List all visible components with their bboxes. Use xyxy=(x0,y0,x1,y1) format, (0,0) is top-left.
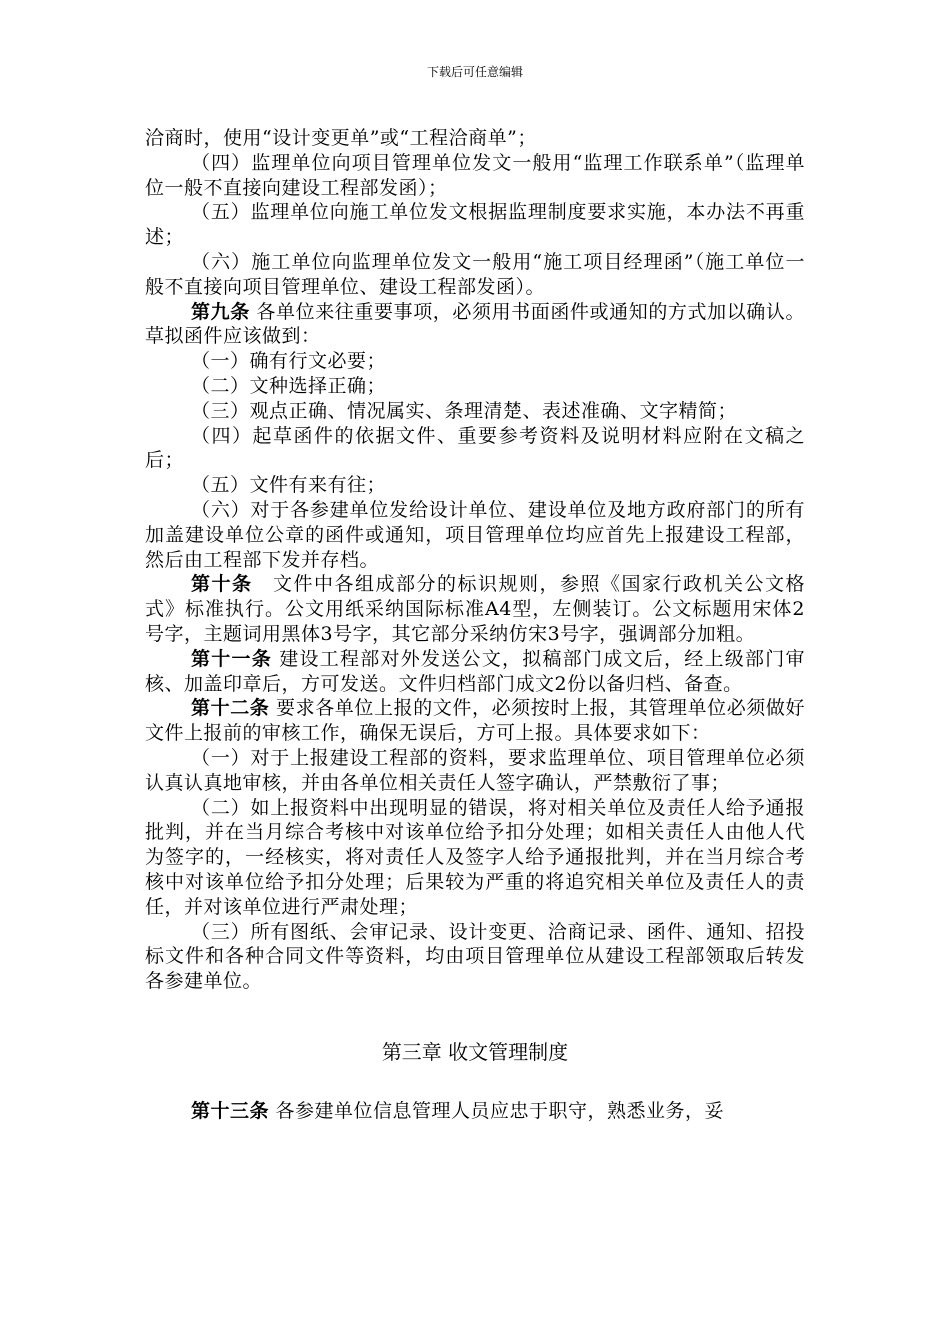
paragraph xyxy=(145,424,805,474)
article-label: 第十条 xyxy=(191,573,253,596)
paragraph-text: （六）施工单位向监理单位发文一般用“施工项目经理函”（施工单位一般不直接向项目管理单位、建设工程部发函）。 xyxy=(145,250,805,298)
paragraph xyxy=(145,374,805,399)
article-label: 第九条 xyxy=(191,300,250,323)
paragraph xyxy=(145,250,805,300)
page-header: 下载后可任意编辑 xyxy=(426,65,523,79)
paragraph-text: 文件中各组成部分的标识规则，参照《国家行政机关公文格式》标准执行。公文用纸采纳国际标准A4型，左侧装订。公文标题用宋体2号字，主题词用黑体3号字，其它部分采纳仿宋3号字，强调部分加粗。 xyxy=(145,573,805,645)
chapter-title: 第三章 收文管理制度 xyxy=(381,1039,569,1064)
paragraph-text: （一）对于上报建设工程部的资料，要求监理单位、项目管理单位必须认真认真地审核，并由各单位相关责任人签字确认，严禁敷衍了事； xyxy=(145,746,805,794)
document-body xyxy=(145,126,805,1124)
chapter-heading xyxy=(145,1039,805,1065)
paragraph-text: 各参建单位信息管理人员应忠于职守，熟悉业务，妥 xyxy=(269,1099,725,1122)
paragraph-text: 各单位来往重要事项，必须用书面函件或通知的方式加以确认。草拟函件应该做到： xyxy=(145,300,805,348)
paragraph xyxy=(145,349,805,374)
paragraph xyxy=(145,796,805,920)
paragraph-text: 要求各单位上报的文件，必须按时上报，其管理单位必须做好文件上报前的审核工作，确保无误后，方可上报。具体要求如下： xyxy=(145,697,805,745)
paragraph xyxy=(145,647,805,697)
paragraph-group-top xyxy=(145,126,805,994)
paragraph-text: 洽商时，使用“设计变更单”或“工程洽商单”； xyxy=(145,127,537,149)
paragraph xyxy=(145,300,805,350)
paragraph xyxy=(145,696,805,746)
paragraph xyxy=(145,498,805,572)
paragraph xyxy=(145,572,805,646)
article-label: 第十二条 xyxy=(191,697,270,720)
paragraph xyxy=(145,746,805,796)
paragraph xyxy=(145,151,805,201)
paragraph-text: （二）如上报资料中出现明显的错误，将对相关单位及责任人给予通报批判，并在当月综合考核中对该单位给予扣分处理；如相关责任人由他人代为签字的，一经核实，将对责任人及签字人给予通报批判，并在当月综合考核中对该单位给予扣分处理；后果较为严重的将追究相关单位及责任人的责任，并对该单位进行严肃处理； xyxy=(145,796,805,918)
paragraph xyxy=(145,473,805,498)
paragraph-text: 建设工程部对外发送公文，拟稿部门成文后，经上级部门审核、加盖印章后，方可发送。文件归档部门成文2份以备归档、备查。 xyxy=(145,647,805,695)
article-label: 第十一条 xyxy=(191,647,272,670)
paragraph-text: （一）确有行文必要； xyxy=(191,350,387,373)
paragraph-text: （四）起草函件的依据文件、重要参考资料及说明材料应附在文稿之后； xyxy=(145,424,805,472)
paragraph-text: （二）文种选择正确； xyxy=(191,374,387,397)
paragraph xyxy=(145,920,805,994)
paragraph-text: （六）对于各参建单位发给设计单位、建设单位及地方政府部门的所有加盖建设单位公章的函件或通知，项目管理单位均应首先上报建设工程部，然后由工程部下发并存档。 xyxy=(145,498,805,571)
paragraph-group-bottom xyxy=(145,1099,805,1124)
paragraph xyxy=(145,126,805,151)
paragraph-text: （五）监理单位向施工单位发文根据监理制度要求实施，本办法不再重述； xyxy=(145,201,805,249)
paragraph xyxy=(145,399,805,424)
paragraph xyxy=(145,200,805,250)
paragraph-text: （四）监理单位向项目管理单位发文一般用“监理工作联系单”（监理单位一般不直接向建设工程部发函）； xyxy=(145,151,805,199)
paragraph xyxy=(145,1099,805,1124)
article-label: 第十三条 xyxy=(191,1099,270,1122)
paragraph-text: （五）文件有来有往； xyxy=(191,474,387,497)
paragraph-text: （三）观点正确、情况属实、条理清楚、表述准确、文字精简； xyxy=(191,399,738,422)
paragraph-text: （三）所有图纸、会审记录、设计变更、洽商记录、函件、通知、招投标文件和各种合同文件等资料，均由项目管理单位从建设工程部领取后转发各参建单位。 xyxy=(145,920,805,993)
